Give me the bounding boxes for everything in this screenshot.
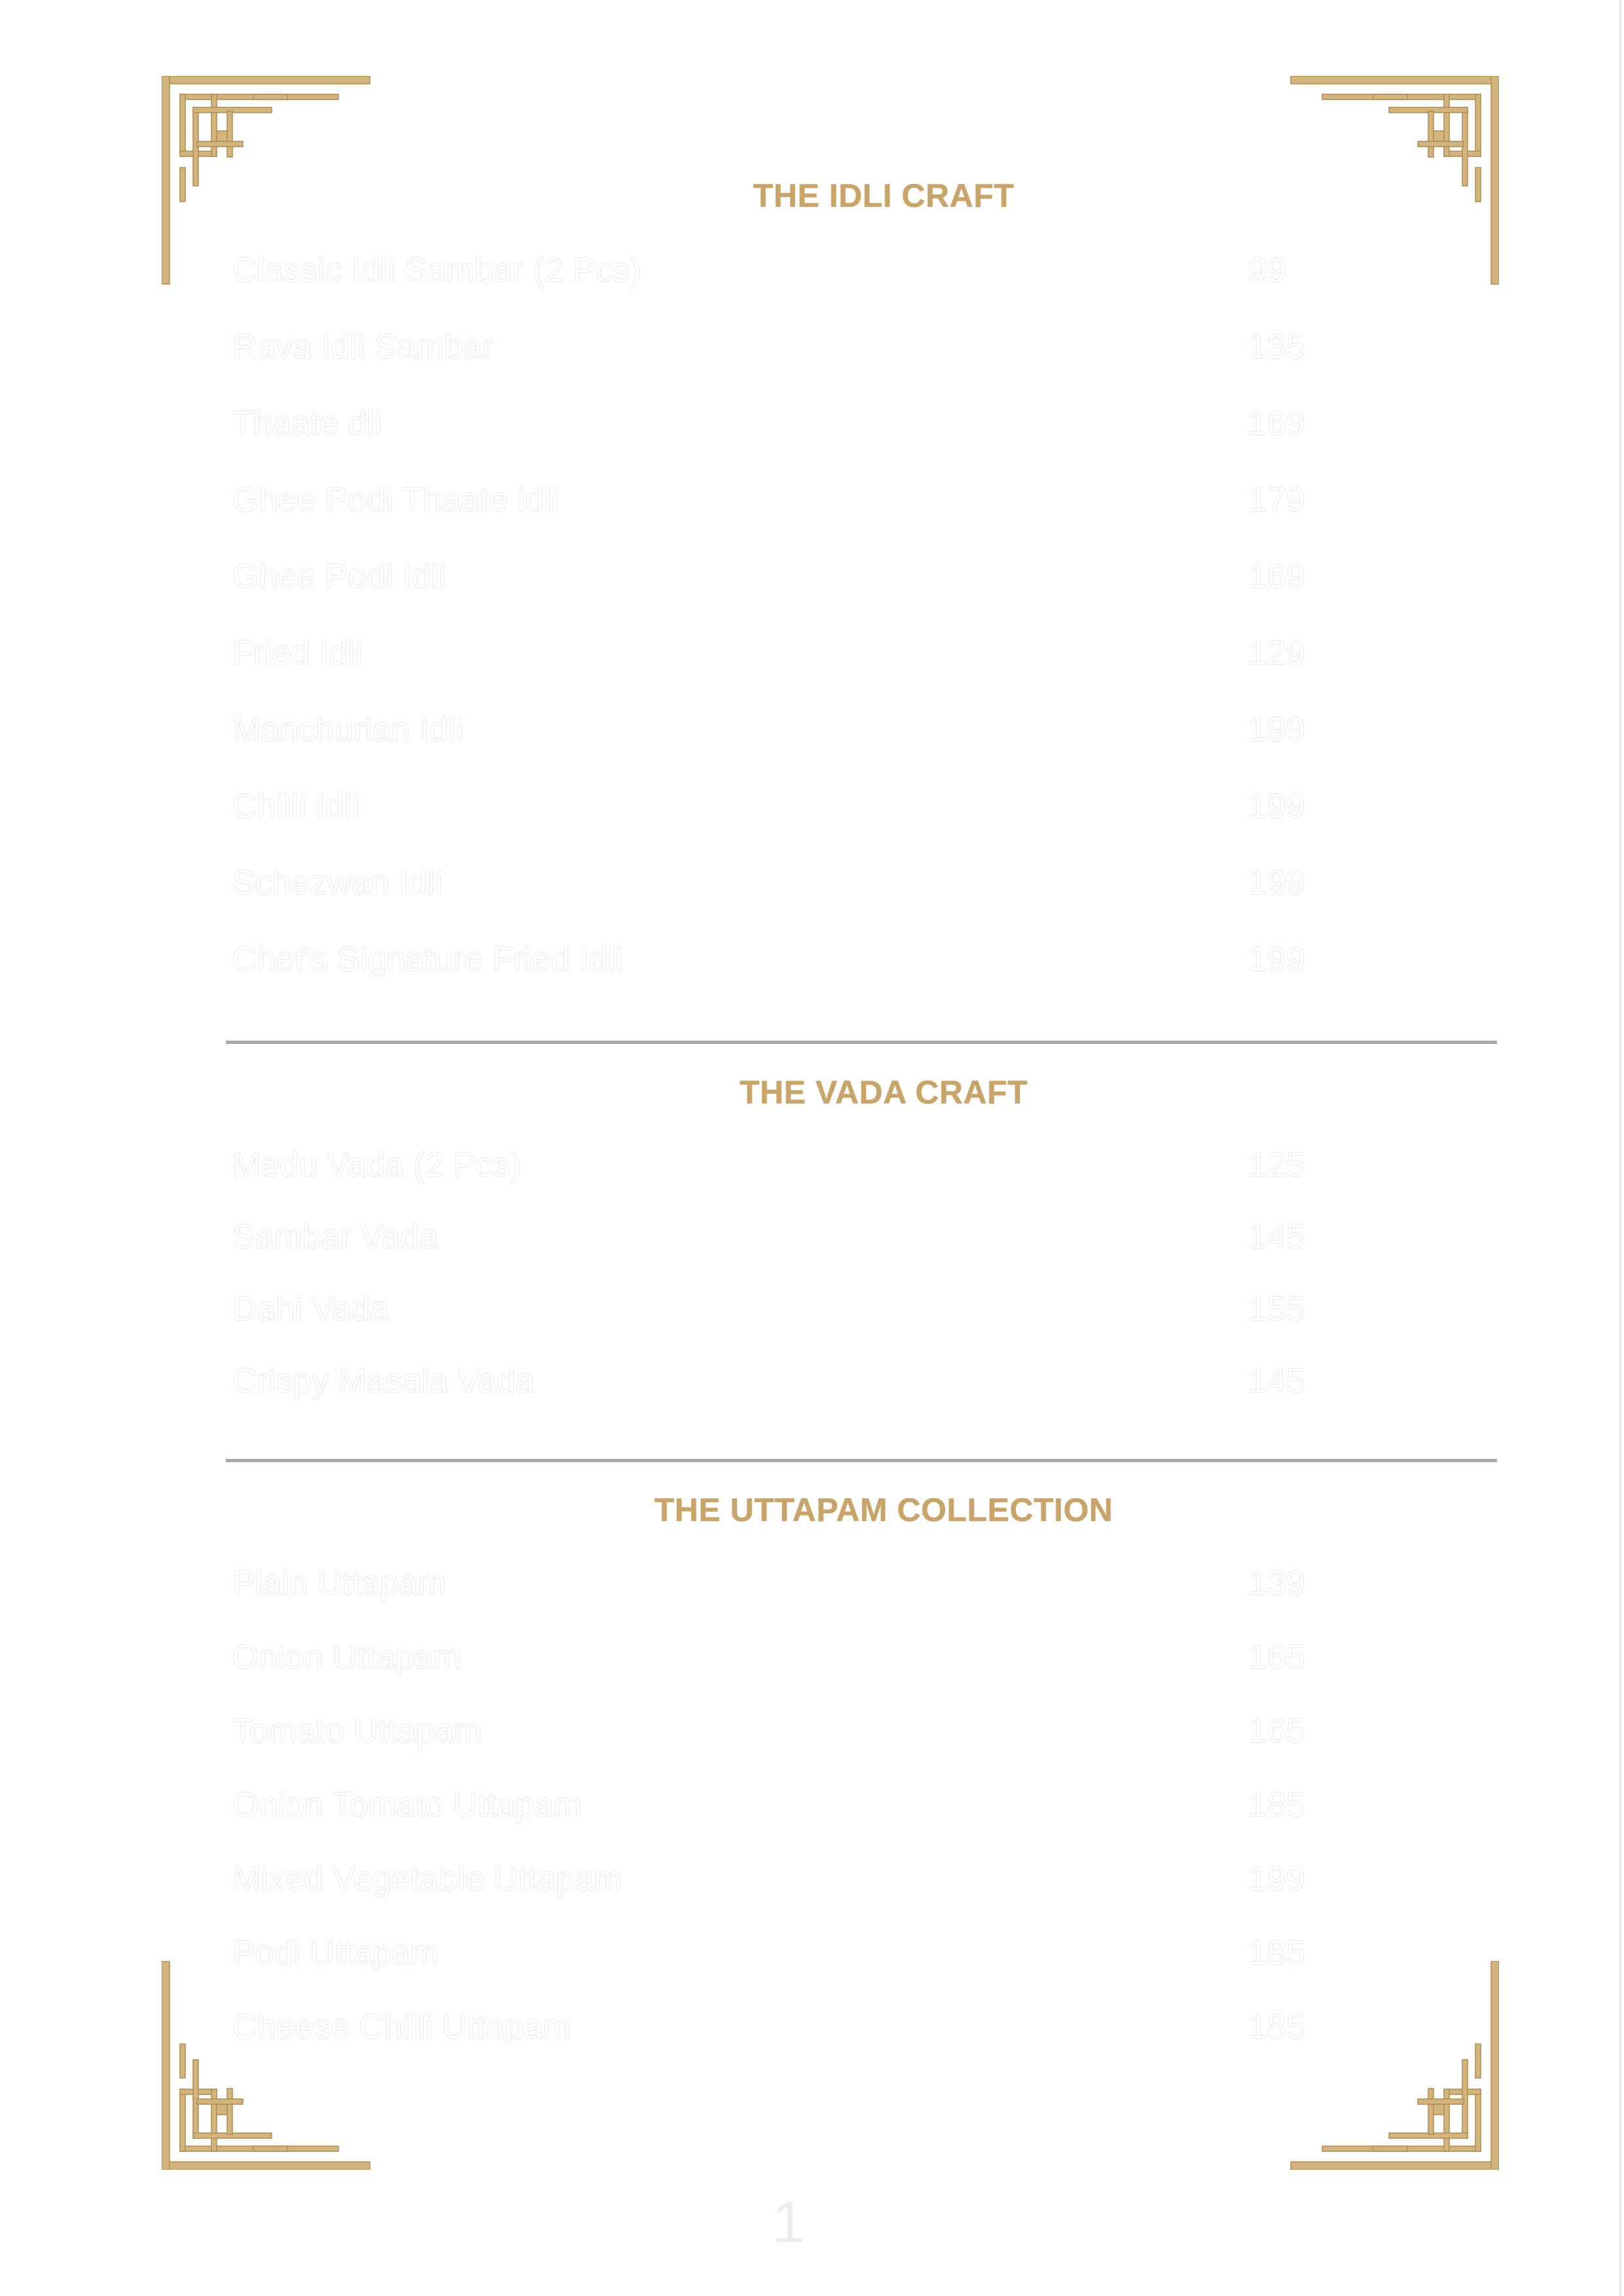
item-price: 185 bbox=[1248, 1934, 1305, 1972]
item-price: 185 bbox=[1248, 1786, 1305, 1824]
menu-item bbox=[232, 1214, 1312, 1260]
item-name: Onion Tomato Uttapam bbox=[232, 1786, 582, 1824]
item-name: Tomato Uttapam bbox=[232, 1712, 482, 1750]
item-price: 145 bbox=[1248, 1218, 1305, 1256]
item-name: Medu Vada (2 Pcs) bbox=[232, 1146, 522, 1184]
menu-item bbox=[232, 1782, 1312, 1828]
menu-item bbox=[232, 1358, 1312, 1404]
menu-item bbox=[232, 783, 1312, 829]
menu-item bbox=[232, 401, 1312, 446]
item-price: 155 bbox=[1248, 1290, 1305, 1328]
menu-item bbox=[232, 1930, 1312, 1976]
item-name: Fried Idli bbox=[232, 634, 363, 672]
item-name: Schezwan Idli bbox=[232, 864, 442, 902]
item-price: 199 bbox=[1248, 1860, 1305, 1898]
item-price: 125 bbox=[1248, 1146, 1305, 1184]
page-number: 1 bbox=[772, 2190, 806, 2255]
item-price: 129 bbox=[1248, 634, 1305, 672]
section-title-uttapam: THE UTTAPAM COLLECTION bbox=[654, 1492, 1113, 1528]
menu-item bbox=[232, 1708, 1312, 1754]
item-price: 199 bbox=[1248, 864, 1305, 902]
item-price: 199 bbox=[1248, 711, 1305, 749]
menu-item bbox=[232, 1856, 1312, 1902]
item-price: 165 bbox=[1248, 1712, 1305, 1750]
menu-item bbox=[232, 477, 1312, 523]
item-name: Manchurian Idli bbox=[232, 711, 463, 749]
ornamental-corner-icon bbox=[162, 1954, 378, 2170]
item-name: Onion Uttapam bbox=[232, 1638, 461, 1676]
page-edge-line bbox=[1619, 0, 1621, 2296]
item-price: 135 bbox=[1248, 328, 1305, 366]
item-price: 199 bbox=[1248, 787, 1305, 825]
section-divider bbox=[226, 1459, 1497, 1462]
item-name: Crispy Masala Vada bbox=[232, 1362, 535, 1400]
item-price: 99 bbox=[1248, 251, 1286, 289]
item-name: Cheese Chilli Uttapam bbox=[232, 2008, 571, 2046]
menu-item bbox=[232, 1560, 1312, 1606]
item-price: 185 bbox=[1248, 2008, 1305, 2046]
menu-item bbox=[232, 324, 1312, 370]
menu-item bbox=[232, 1142, 1312, 1188]
menu-item bbox=[232, 937, 1312, 982]
item-price: 169 bbox=[1248, 558, 1305, 596]
menu-item bbox=[232, 554, 1312, 600]
menu-item bbox=[232, 1634, 1312, 1680]
item-price: 199 bbox=[1248, 941, 1305, 978]
ornamental-corner-icon bbox=[1283, 1954, 1499, 2170]
item-name: Mixed Vegetable Uttapam bbox=[232, 1860, 623, 1898]
item-price: 145 bbox=[1248, 1362, 1305, 1400]
menu-item bbox=[232, 707, 1312, 753]
item-name: Sambar Vada bbox=[232, 1218, 439, 1256]
item-name: Ghee Podi Thaate idli bbox=[232, 481, 560, 519]
item-name: Plain Uttapam bbox=[232, 1564, 446, 1602]
section-title-idli: THE IDLI CRAFT bbox=[753, 177, 1015, 214]
item-price: 179 bbox=[1248, 481, 1305, 519]
section-divider bbox=[226, 1041, 1497, 1044]
item-name: Classic Idli Sambar (2 Pcs) bbox=[232, 251, 641, 289]
menu-item bbox=[232, 1286, 1312, 1332]
section-title-vada: THE VADA CRAFT bbox=[739, 1074, 1028, 1111]
menu-item bbox=[232, 2004, 1312, 2050]
item-name: Podi Uttapam bbox=[232, 1934, 439, 1972]
item-name: Dahi Vada bbox=[232, 1290, 389, 1328]
item-price: 165 bbox=[1248, 1638, 1305, 1676]
item-name: Ghee Podi Idli bbox=[232, 558, 446, 596]
item-name: Chef's Signature Fried Idli bbox=[232, 941, 623, 978]
menu-item bbox=[232, 247, 1312, 293]
item-price: 139 bbox=[1248, 1564, 1305, 1602]
menu-item bbox=[232, 630, 1312, 676]
item-price: 169 bbox=[1248, 404, 1305, 442]
item-name: Chilli Idli bbox=[232, 787, 359, 825]
item-name: Rava Idli Sambar bbox=[232, 328, 494, 366]
menu-item bbox=[232, 860, 1312, 906]
item-name: Thaate dli bbox=[232, 404, 382, 442]
